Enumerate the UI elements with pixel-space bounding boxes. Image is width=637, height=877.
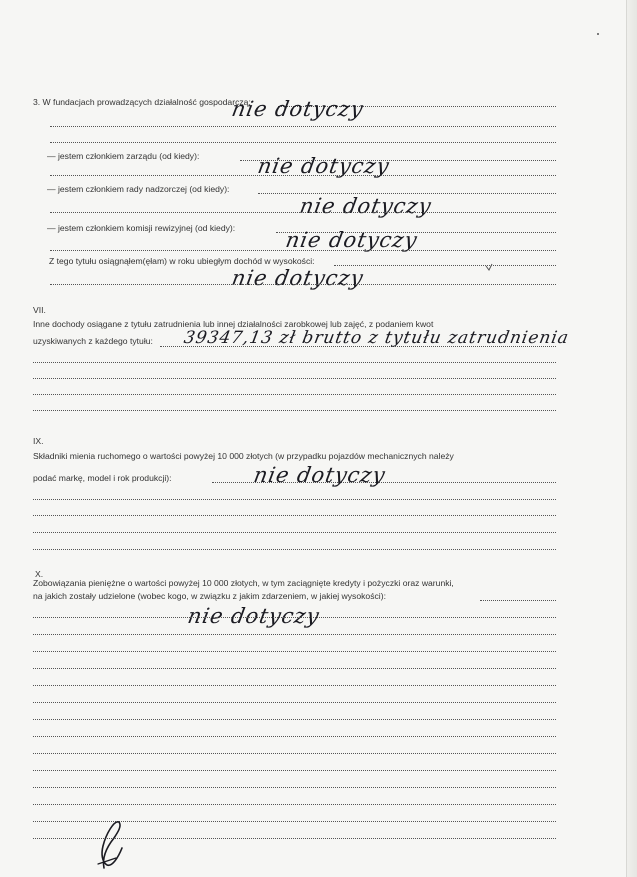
answer-line [33, 702, 556, 703]
income-question: Z tego tytułu osiągnąłem(ęłam) w roku ubiegłym dochód w wysokości: [49, 256, 315, 266]
answer-line [50, 284, 556, 285]
answer-line [33, 515, 556, 516]
section-ix-number: IX. [33, 436, 44, 446]
handwritten-answer-audit: nie dotyczy [283, 228, 420, 252]
question-3: 3. W fundacjach prowadzących działalność gospodarczą: [33, 97, 251, 107]
answer-line [33, 668, 556, 669]
answer-line [33, 634, 556, 635]
handwritten-answer-q3: nie dotyczy [229, 97, 366, 121]
answer-line [50, 142, 556, 143]
page-edge [626, 0, 637, 877]
audit-committee-question: — jestem członkiem komisji rewizyjnej (od kiedy): [47, 223, 236, 233]
handwritten-answer-income: nie dotyczy [229, 266, 366, 290]
handwritten-answer-ix: nie dotyczy [251, 463, 388, 487]
answer-line [33, 770, 556, 771]
section-vii-line2: uzyskiwanych z każdego tytułu: [33, 336, 153, 346]
answer-line [50, 250, 556, 251]
answer-line [33, 549, 556, 550]
section-x-number: X. [35, 569, 44, 579]
handwritten-answer-board: nie dotyczy [255, 154, 392, 178]
answer-line [33, 685, 556, 686]
answer-line [33, 787, 556, 788]
answer-line [50, 212, 556, 213]
check-tick [484, 262, 494, 272]
answer-line [50, 175, 556, 176]
handwritten-answer-vii: 39347,13 zł brutto z tytułu zatrudnienia [182, 328, 571, 348]
section-ix-line2: podać markę, model i rok produkcji): [33, 473, 172, 483]
answer-line [33, 804, 556, 805]
answer-line [33, 378, 556, 379]
answer-line [33, 499, 556, 500]
handwritten-answer-supervisory: nie dotyczy [297, 194, 434, 218]
section-x-line2: na jakich zostały udzielone (wobec kogo, w związku z jakim zdarzeniem, w jakiej wysokości): [33, 591, 386, 601]
answer-line [33, 410, 556, 411]
answer-line [33, 617, 556, 618]
answer-line [33, 719, 556, 720]
section-ix-line1: Składniki mienia ruchomego o wartości powyżej 10 000 złotych (w przypadku pojazdów mechanicznych należy [33, 451, 454, 461]
answer-line [480, 600, 556, 601]
answer-line [33, 532, 556, 533]
board-member-question: — jestem członkiem zarządu (od kiedy): [47, 151, 200, 161]
answer-line [50, 126, 556, 127]
handwritten-answer-x: nie dotyczy [185, 604, 322, 628]
section-vii-number: VII. [33, 305, 46, 315]
answer-line [33, 753, 556, 754]
answer-line [33, 736, 556, 737]
answer-line [33, 651, 556, 652]
answer-line [334, 265, 556, 266]
scan-speck [594, 30, 602, 38]
answer-line [33, 394, 556, 395]
section-x-line1: Zobowiązania pieniężne o wartości powyżej 10 000 złotych, w tym zaciągnięte kredyty i pożyczki oraz warunki, [33, 578, 454, 588]
signature-mark [92, 818, 132, 870]
answer-line [33, 362, 556, 363]
section-vii-line1: Inne dochody osiągane z tytułu zatrudnienia lub innej działalności zarobkowej lub zajęć, z podaniem kwot [33, 319, 434, 329]
supervisory-board-question: — jestem członkiem rady nadzorczej (od kiedy): [47, 184, 230, 194]
